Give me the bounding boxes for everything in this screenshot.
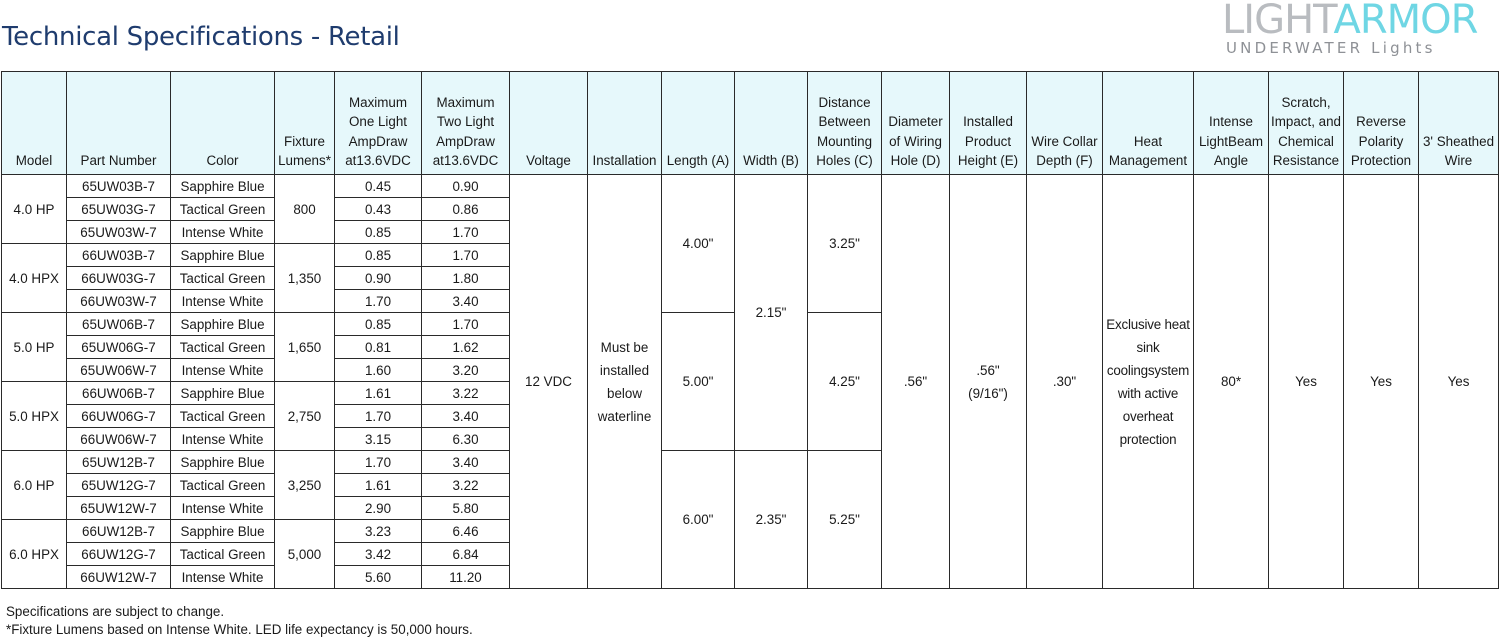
- beam-angle-cell: 80*: [1194, 175, 1269, 589]
- part-number-cell: 66UW03W-7: [67, 290, 171, 313]
- part-number-cell: 66UW06B-7: [67, 382, 171, 405]
- column-header: Wire Collar Depth (F): [1027, 72, 1103, 175]
- product-height-cell: .56" (9/16"): [950, 175, 1027, 589]
- part-number-cell: 66UW06W-7: [67, 428, 171, 451]
- logo-word-light: LIGHT: [1222, 0, 1334, 43]
- two-light-amp-cell: 0.90: [422, 175, 510, 198]
- mounting-holes-cell: 3.25": [808, 175, 882, 313]
- color-cell: Tactical Green: [171, 543, 275, 566]
- color-cell: Intense White: [171, 428, 275, 451]
- part-number-cell: 65UW06B-7: [67, 313, 171, 336]
- part-number-cell: 65UW06G-7: [67, 336, 171, 359]
- two-light-amp-cell: 3.22: [422, 474, 510, 497]
- two-light-amp-cell: 3.22: [422, 382, 510, 405]
- one-light-amp-cell: 0.85: [335, 221, 422, 244]
- column-header: Maximum Two Light AmpDraw at13.6VDC: [422, 72, 510, 175]
- part-number-cell: 65UW03B-7: [67, 175, 171, 198]
- reverse-polarity-cell: Yes: [1344, 175, 1419, 589]
- color-cell: Sapphire Blue: [171, 382, 275, 405]
- two-light-amp-cell: 6.30: [422, 428, 510, 451]
- sheathed-wire-cell: Yes: [1419, 175, 1499, 589]
- two-light-amp-cell: 0.86: [422, 198, 510, 221]
- column-header: Length (A): [662, 72, 735, 175]
- column-header: Voltage: [510, 72, 588, 175]
- two-light-amp-cell: 6.46: [422, 520, 510, 543]
- one-light-amp-cell: 3.15: [335, 428, 422, 451]
- logo-tagline: UNDERWATER Lights: [1226, 39, 1436, 57]
- two-light-amp-cell: 3.40: [422, 290, 510, 313]
- model-cell: 6.0 HPX: [2, 520, 67, 589]
- column-header: Scratch, Impact, and Chemical Resistance: [1269, 72, 1344, 175]
- one-light-amp-cell: 5.60: [335, 566, 422, 589]
- color-cell: Sapphire Blue: [171, 313, 275, 336]
- two-light-amp-cell: 6.84: [422, 543, 510, 566]
- part-number-cell: 65UW06W-7: [67, 359, 171, 382]
- footnote-lumens: *Fixture Lumens based on Intense White. LED life expectancy is 50,000 hours.: [6, 622, 473, 637]
- two-light-amp-cell: 1.62: [422, 336, 510, 359]
- one-light-amp-cell: 1.61: [335, 474, 422, 497]
- one-light-amp-cell: 1.60: [335, 359, 422, 382]
- two-light-amp-cell: 3.40: [422, 451, 510, 474]
- one-light-amp-cell: 0.85: [335, 244, 422, 267]
- two-light-amp-cell: 3.20: [422, 359, 510, 382]
- wire-collar-cell: .30": [1027, 175, 1103, 589]
- color-cell: Sapphire Blue: [171, 175, 275, 198]
- mounting-holes-cell: 5.25": [808, 451, 882, 589]
- one-light-amp-cell: 1.70: [335, 405, 422, 428]
- one-light-amp-cell: 0.81: [335, 336, 422, 359]
- one-light-amp-cell: 1.61: [335, 382, 422, 405]
- part-number-cell: 65UW03G-7: [67, 198, 171, 221]
- color-cell: Intense White: [171, 497, 275, 520]
- part-number-cell: 65UW12W-7: [67, 497, 171, 520]
- voltage-cell: 12 VDC: [510, 175, 588, 589]
- brand-logo: [1222, 0, 1484, 62]
- model-cell: 5.0 HPX: [2, 382, 67, 451]
- lumens-cell: 800: [275, 175, 335, 244]
- two-light-amp-cell: 11.20: [422, 566, 510, 589]
- column-header: Reverse Polarity Protection: [1344, 72, 1419, 175]
- two-light-amp-cell: 5.80: [422, 497, 510, 520]
- color-cell: Sapphire Blue: [171, 451, 275, 474]
- scratch-resistance-cell: Yes: [1269, 175, 1344, 589]
- two-light-amp-cell: 1.70: [422, 313, 510, 336]
- two-light-amp-cell: 1.80: [422, 267, 510, 290]
- footnote-specs: Specifications are subject to change.: [6, 604, 225, 619]
- width-cell: 2.35": [735, 451, 808, 589]
- color-cell: Sapphire Blue: [171, 244, 275, 267]
- part-number-cell: 66UW12W-7: [67, 566, 171, 589]
- one-light-amp-cell: 0.85: [335, 313, 422, 336]
- spec-table: [1, 71, 1499, 589]
- model-cell: 5.0 HP: [2, 313, 67, 382]
- one-light-amp-cell: 3.42: [335, 543, 422, 566]
- lumens-cell: 1,650: [275, 313, 335, 382]
- wiring-hole-cell: .56": [882, 175, 950, 589]
- two-light-amp-cell: 1.70: [422, 221, 510, 244]
- spec-table-body: [2, 175, 1499, 589]
- logo-wordmark: [1222, 0, 1484, 43]
- one-light-amp-cell: 1.70: [335, 451, 422, 474]
- color-cell: Intense White: [171, 566, 275, 589]
- page-title: Technical Specifications - Retail: [2, 22, 400, 52]
- header-row: [2, 72, 1499, 175]
- column-header: Installed Product Height (E): [950, 72, 1027, 175]
- length-cell: 4.00": [662, 175, 735, 313]
- one-light-amp-cell: 2.90: [335, 497, 422, 520]
- lumens-cell: 3,250: [275, 451, 335, 520]
- color-cell: Sapphire Blue: [171, 520, 275, 543]
- color-cell: Tactical Green: [171, 474, 275, 497]
- model-cell: 4.0 HP: [2, 175, 67, 244]
- part-number-cell: 66UW06G-7: [67, 405, 171, 428]
- two-light-amp-cell: 1.70: [422, 244, 510, 267]
- part-number-cell: 66UW03B-7: [67, 244, 171, 267]
- one-light-amp-cell: 0.45: [335, 175, 422, 198]
- width-cell: 2.15": [735, 175, 808, 451]
- table-row: [2, 175, 1499, 198]
- part-number-cell: 66UW03G-7: [67, 267, 171, 290]
- color-cell: Tactical Green: [171, 336, 275, 359]
- column-header: Maximum One Light AmpDraw at13.6VDC: [335, 72, 422, 175]
- column-header: Intense LightBeam Angle: [1194, 72, 1269, 175]
- column-header: Distance Between Mounting Holes (C): [808, 72, 882, 175]
- color-cell: Intense White: [171, 290, 275, 313]
- one-light-amp-cell: 1.70: [335, 290, 422, 313]
- one-light-amp-cell: 3.23: [335, 520, 422, 543]
- part-number-cell: 65UW12B-7: [67, 451, 171, 474]
- lumens-cell: 2,750: [275, 382, 335, 451]
- column-header: 3' Sheathed Wire: [1419, 72, 1499, 175]
- lumens-cell: 1,350: [275, 244, 335, 313]
- one-light-amp-cell: 0.90: [335, 267, 422, 290]
- color-cell: Intense White: [171, 359, 275, 382]
- two-light-amp-cell: 3.40: [422, 405, 510, 428]
- column-header: Diameter of Wiring Hole (D): [882, 72, 950, 175]
- model-cell: 4.0 HPX: [2, 244, 67, 313]
- column-header: Width (B): [735, 72, 808, 175]
- color-cell: Tactical Green: [171, 198, 275, 221]
- part-number-cell: 65UW12G-7: [67, 474, 171, 497]
- installation-cell: Must be installed below waterline: [588, 175, 662, 589]
- column-header: Model: [2, 72, 67, 175]
- length-cell: 5.00": [662, 313, 735, 451]
- logo-word-armor: ARMOR: [1333, 0, 1478, 43]
- model-cell: 6.0 HP: [2, 451, 67, 520]
- part-number-cell: 65UW03W-7: [67, 221, 171, 244]
- column-header: Color: [171, 72, 275, 175]
- color-cell: Intense White: [171, 221, 275, 244]
- heat-management-cell: Exclusive heat sink coolingsystem with active overheat protection: [1103, 175, 1194, 589]
- column-header: Installation: [588, 72, 662, 175]
- part-number-cell: 66UW12B-7: [67, 520, 171, 543]
- one-light-amp-cell: 0.43: [335, 198, 422, 221]
- length-cell: 6.00": [662, 451, 735, 589]
- column-header: Part Number: [67, 72, 171, 175]
- column-header: Fixture Lumens*: [275, 72, 335, 175]
- color-cell: Tactical Green: [171, 267, 275, 290]
- mounting-holes-cell: 4.25": [808, 313, 882, 451]
- lumens-cell: 5,000: [275, 520, 335, 589]
- color-cell: Tactical Green: [171, 405, 275, 428]
- column-header: Heat Management: [1103, 72, 1194, 175]
- spec-table-header: [2, 72, 1499, 175]
- part-number-cell: 66UW12G-7: [67, 543, 171, 566]
